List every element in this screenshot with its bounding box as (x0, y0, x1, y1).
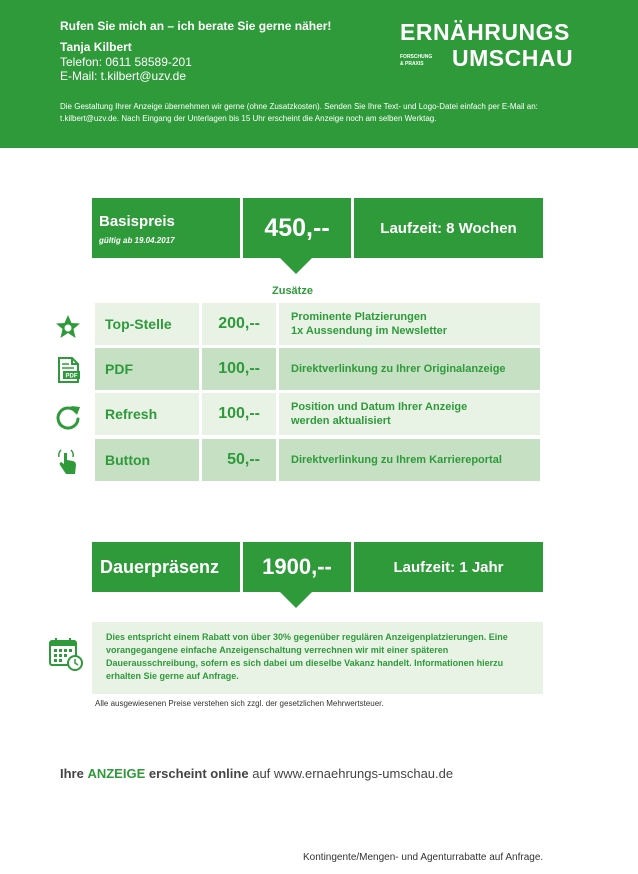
dauerpraesenz-price: 1900,-- (243, 542, 351, 592)
row-name: PDF (95, 348, 199, 390)
logo-bottom: UMSCHAU (452, 45, 574, 71)
dauerpraesenz-duration: Laufzeit: 1 Jahr (354, 542, 543, 592)
vat-note: Alle ausgewiesenen Preise verstehen sich zzgl. der gesetzlichen Mehrwertsteuer. (95, 699, 384, 708)
online-part-2: ANZEIGE (87, 766, 146, 781)
basispreis-arrow (280, 258, 312, 274)
row-price: 100,-- (202, 348, 276, 390)
online-note (60, 766, 453, 781)
pdf-icon (54, 356, 82, 384)
kontingente-note: Kontingente/Mengen- und Agenturrabatte auf Anfrage. (303, 852, 544, 863)
row-description-line-2: werden aktualisiert (291, 415, 391, 427)
row-name: Button (95, 439, 199, 481)
dauerpraesenz-label: Dauerpräsenz (92, 542, 240, 592)
row-price: 200,-- (202, 303, 276, 345)
row-description-line-2: 1x Aussendung im Newsletter (291, 325, 448, 337)
logo-sub-2: & PRAXIS (400, 61, 424, 67)
basispreis-valid: gültig ab 19.04.2017 (99, 236, 175, 245)
header-banner (0, 0, 638, 148)
header-title: Rufen Sie mich an – ich berate Sie gerne näher! (60, 19, 332, 33)
header-note: Die Gestaltung Ihrer Anzeige übernehmen wir gerne (ohne Zusatzkosten). Senden Sie Ihre Text- und Logo-Datei einfach per E-Mail an: t.kilbert@uzv.de. Nach Eingang der Unterlagen bis 15 Uhr erscheint die Anzeige noch am selben Werktag. (60, 102, 538, 123)
row-description: Direktverlinkung zu Ihrem Karriereportal (279, 439, 540, 481)
online-part-3: erscheint online (148, 766, 249, 781)
basispreis-label: Basispreis (99, 213, 175, 230)
pdf-icon-label: PDF (65, 373, 78, 380)
basispreis-duration: Laufzeit: 8 Wochen (354, 198, 543, 258)
contact-name: Tanja Kilbert (60, 40, 132, 54)
online-part-1: Ihre (60, 766, 84, 781)
basispreis-price: 450,-- (243, 198, 351, 258)
row-description: Direktverlinkung zu Ihrer Originalanzeige (279, 348, 540, 390)
star-icon (54, 313, 82, 341)
refresh-icon (54, 403, 82, 431)
dauerpraesenz-arrow (280, 592, 312, 608)
table-row-pdf (95, 348, 540, 390)
row-price: 50,-- (202, 439, 276, 481)
contact-email[interactable]: E-Mail: t.kilbert@uzv.de (60, 69, 186, 83)
row-name: Top-Stelle (95, 303, 199, 345)
basispreis-label-box (92, 198, 240, 258)
row-description-line-1: Position und Datum Ihrer Anzeige (291, 401, 468, 413)
row-name: Refresh (95, 393, 199, 435)
row-description (279, 393, 540, 435)
logo-sub-1: FORSCHUNG (400, 54, 433, 60)
zusaetze-title: Zusätze (272, 285, 313, 297)
logo-top: ERNÄHRUNGS (400, 19, 570, 45)
table-row-refresh (95, 393, 540, 435)
rabatt-info-box: Dies entspricht einem Rabatt von über 30% gegenüber regulären Anzeigenplatzierungen. Eine vorangegangene einfache Anzeigenschaltung verrechnen wir mit einer späteren Dauerausschreibung, sofern es sich dabei um dieselbe Vakanz handelt. Informationen hierzu erhalten Sie gerne auf Anfrage. (92, 622, 543, 694)
row-price: 100,-- (202, 393, 276, 435)
row-description (279, 303, 540, 345)
calendar-clock-icon (48, 636, 84, 672)
contact-phone[interactable]: Telefon: 0611 58589-201 (60, 55, 192, 69)
hand-click-icon (54, 447, 82, 475)
table-row-top-stelle (95, 303, 540, 345)
table-row-button (95, 439, 540, 481)
logo (400, 19, 580, 71)
row-description-line-1: Prominente Platzierungen (291, 311, 427, 323)
online-url[interactable]: auf www.ernaehrungs-umschau.de (252, 766, 454, 781)
